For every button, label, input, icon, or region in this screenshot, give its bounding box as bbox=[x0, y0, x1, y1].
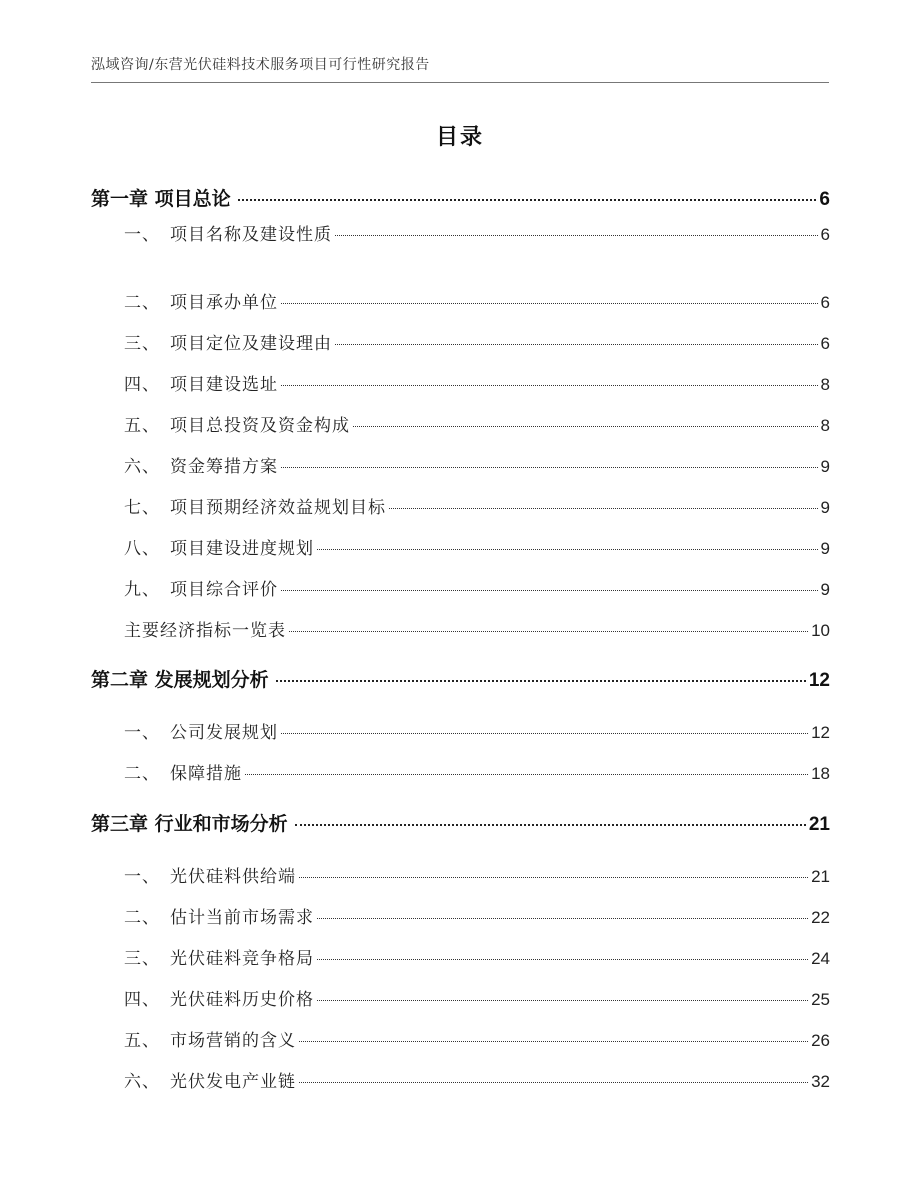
dot-leader bbox=[299, 1082, 808, 1083]
section-number: 三、 bbox=[124, 949, 160, 969]
section-number: 一、 bbox=[124, 867, 160, 887]
section-number: 八、 bbox=[124, 539, 160, 559]
toc-section[interactable] bbox=[124, 616, 830, 641]
chapter-label: 第三章 行业和市场分析 bbox=[91, 813, 288, 835]
page-number: 8 bbox=[820, 416, 830, 435]
section-label: 估计当前市场需求 bbox=[170, 908, 314, 928]
dot-leader bbox=[281, 590, 818, 591]
dot-leader bbox=[299, 1041, 808, 1042]
running-header: 泓域咨询/东营光伏硅料技术服务项目可行性研究报告 bbox=[91, 57, 430, 73]
section-number: 七、 bbox=[124, 498, 160, 518]
section-label: 光伏硅料竞争格局 bbox=[170, 949, 314, 969]
section-number: 二、 bbox=[124, 764, 160, 784]
section-label: 项目名称及建设性质 bbox=[170, 225, 332, 245]
toc-chapter-2[interactable] bbox=[91, 665, 830, 692]
toc-section[interactable] bbox=[124, 718, 830, 743]
dot-leader bbox=[295, 824, 806, 826]
dot-leader bbox=[281, 385, 818, 386]
page-number: 21 bbox=[808, 814, 830, 835]
dot-leader bbox=[238, 199, 817, 201]
toc-title: 目录 bbox=[435, 125, 484, 150]
dot-leader bbox=[289, 631, 808, 632]
page-number: 9 bbox=[820, 539, 830, 558]
section-number: 四、 bbox=[124, 990, 160, 1010]
toc-section[interactable] bbox=[124, 288, 830, 313]
dot-leader bbox=[281, 303, 818, 304]
dot-leader bbox=[245, 774, 808, 775]
page-number: 18 bbox=[811, 764, 830, 783]
toc-section[interactable] bbox=[124, 1026, 830, 1051]
toc-chapter-3[interactable] bbox=[91, 809, 830, 836]
toc-section[interactable] bbox=[124, 220, 830, 245]
header-rule bbox=[91, 82, 829, 83]
page-number: 9 bbox=[820, 457, 830, 476]
toc-section[interactable] bbox=[124, 493, 830, 518]
toc-chapter-1[interactable] bbox=[91, 184, 830, 211]
section-number: 一、 bbox=[124, 225, 160, 245]
page-number: 6 bbox=[820, 225, 830, 244]
page-number: 8 bbox=[820, 375, 830, 394]
section-label: 资金筹措方案 bbox=[170, 457, 278, 477]
section-label: 项目预期经济效益规划目标 bbox=[170, 498, 386, 518]
dot-leader bbox=[299, 877, 808, 878]
dot-leader bbox=[335, 235, 818, 236]
page-number: 32 bbox=[811, 1072, 830, 1091]
page-number: 9 bbox=[820, 498, 830, 517]
page-number: 12 bbox=[811, 723, 830, 742]
page-number: 25 bbox=[811, 990, 830, 1009]
section-label: 光伏硅料供给端 bbox=[170, 867, 296, 887]
dot-leader bbox=[317, 1000, 808, 1001]
section-number: 九、 bbox=[124, 580, 160, 600]
page-number: 9 bbox=[820, 580, 830, 599]
page-number: 21 bbox=[811, 867, 830, 886]
dot-leader bbox=[317, 918, 808, 919]
chapter-label: 第二章 发展规划分析 bbox=[91, 669, 269, 691]
toc-section[interactable] bbox=[124, 329, 830, 354]
section-label: 保障措施 bbox=[170, 764, 242, 784]
section-number: 五、 bbox=[124, 416, 160, 436]
section-label: 项目定位及建设理由 bbox=[170, 334, 332, 354]
section-label: 项目综合评价 bbox=[170, 580, 278, 600]
section-number: 二、 bbox=[124, 908, 160, 928]
dot-leader bbox=[281, 467, 818, 468]
page-number: 6 bbox=[820, 293, 830, 312]
section-label: 公司发展规划 bbox=[170, 723, 278, 743]
section-label: 光伏硅料历史价格 bbox=[170, 990, 314, 1010]
toc-section[interactable] bbox=[124, 411, 830, 436]
section-label: 光伏发电产业链 bbox=[170, 1072, 296, 1092]
toc-section[interactable] bbox=[124, 1067, 830, 1092]
section-number: 六、 bbox=[124, 1072, 160, 1092]
dot-leader bbox=[276, 680, 806, 682]
section-label: 项目承办单位 bbox=[170, 293, 278, 313]
dot-leader bbox=[317, 549, 818, 550]
toc-section[interactable] bbox=[124, 452, 830, 477]
section-label: 市场营销的含义 bbox=[170, 1031, 296, 1051]
section-label: 项目建设进度规划 bbox=[170, 539, 314, 559]
page-number: 10 bbox=[811, 621, 830, 640]
dot-leader bbox=[353, 426, 818, 427]
toc-section[interactable] bbox=[124, 534, 830, 559]
dot-leader bbox=[389, 508, 818, 509]
section-number: 三、 bbox=[124, 334, 160, 354]
page-number: 26 bbox=[811, 1031, 830, 1050]
page-number: 22 bbox=[811, 908, 830, 927]
section-number: 四、 bbox=[124, 375, 160, 395]
toc-section[interactable] bbox=[124, 862, 830, 887]
section-label: 项目建设选址 bbox=[170, 375, 278, 395]
section-number: 二、 bbox=[124, 293, 160, 313]
dot-leader bbox=[281, 733, 808, 734]
page-number: 6 bbox=[819, 189, 830, 210]
section-label: 主要经济指标一览表 bbox=[124, 621, 286, 641]
toc-section[interactable] bbox=[124, 903, 830, 928]
page-number: 12 bbox=[808, 670, 830, 691]
chapter-label: 第一章 项目总论 bbox=[91, 188, 231, 210]
page-number: 24 bbox=[811, 949, 830, 968]
toc-section[interactable] bbox=[124, 575, 830, 600]
dot-leader bbox=[317, 959, 808, 960]
section-number: 五、 bbox=[124, 1031, 160, 1051]
section-number: 六、 bbox=[124, 457, 160, 477]
section-number: 一、 bbox=[124, 723, 160, 743]
toc-section[interactable] bbox=[124, 944, 830, 969]
toc-section[interactable] bbox=[124, 370, 830, 395]
toc-section[interactable] bbox=[124, 985, 830, 1010]
toc-section[interactable] bbox=[124, 759, 830, 784]
page-number: 6 bbox=[820, 334, 830, 353]
section-label: 项目总投资及资金构成 bbox=[170, 416, 350, 436]
dot-leader bbox=[335, 344, 818, 345]
